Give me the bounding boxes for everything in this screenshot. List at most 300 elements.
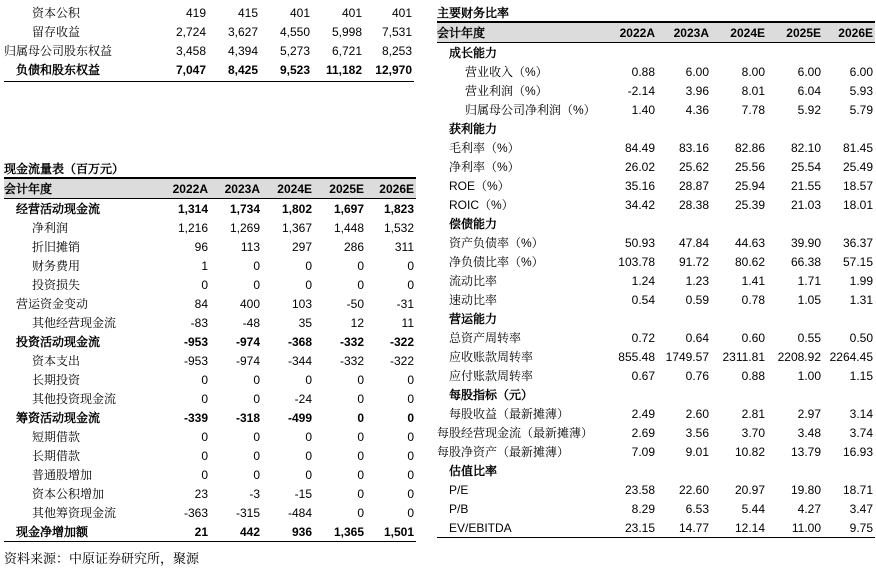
- cell-value: 26.02: [624, 159, 655, 174]
- top-left-bottom-rule: [4, 81, 414, 82]
- cell-value: 0: [357, 486, 364, 501]
- table-row: [4, 313, 416, 332]
- cell-value: 12.14: [711, 518, 767, 538]
- cell-value: 3.47: [849, 501, 873, 516]
- table-row: [437, 271, 875, 290]
- cell-value: [711, 461, 767, 480]
- cell-value: 21.03: [790, 197, 821, 212]
- table-row: [4, 237, 416, 256]
- ratios-title: 主要财务比率: [437, 6, 510, 20]
- cell-value: 0: [357, 448, 364, 463]
- cell-value: 82.86: [734, 140, 765, 155]
- cell-value: 11.00: [767, 518, 823, 538]
- cell-value: 1,697: [333, 201, 364, 216]
- row-label: 长期投资: [32, 373, 81, 387]
- cell-value: 2.81: [741, 406, 765, 421]
- cell-value: 1,734: [229, 201, 260, 216]
- cell-value: [711, 43, 767, 63]
- table-row: [437, 176, 875, 195]
- cell-value: 1,823: [383, 201, 414, 216]
- cell-value: 0: [407, 277, 414, 292]
- cell-value: 35: [298, 315, 312, 330]
- cell-value: 0.67: [631, 368, 655, 383]
- row-label: 经营活动现金流: [16, 202, 101, 216]
- cell-value: 50.93: [624, 235, 655, 250]
- cell-value: 103: [291, 296, 312, 311]
- cell-value: 21.55: [790, 178, 821, 193]
- cell-value: 44.63: [734, 235, 765, 250]
- row-label: 其他投资现金流: [32, 392, 117, 406]
- cell-value: -31: [396, 296, 414, 311]
- cell-value: 9.75: [823, 518, 875, 538]
- table-row: [437, 423, 875, 442]
- cell-value: -322: [389, 334, 414, 349]
- cell-value: 36.37: [842, 235, 873, 250]
- cell-value: 1: [201, 258, 208, 273]
- cell-value: 8,425: [227, 62, 258, 77]
- cell-value: -318: [235, 410, 260, 425]
- cell-value: -315: [235, 505, 260, 520]
- cell-value: 25.56: [734, 159, 765, 174]
- cell-value: 0: [201, 467, 208, 482]
- cell-value: 91.72: [678, 254, 709, 269]
- cell-value: [767, 119, 823, 138]
- cell-value: -344: [287, 353, 312, 368]
- table-row: [4, 332, 416, 351]
- table-row: [437, 195, 875, 214]
- row-label: 每股净资产（最新摊薄）: [437, 445, 570, 459]
- table-header-row: [4, 179, 416, 199]
- section-label: 估值比率: [449, 464, 498, 478]
- cell-value: 3.14: [849, 406, 873, 421]
- table-row: [437, 100, 875, 119]
- cell-value: -2.14: [627, 83, 655, 98]
- cell-value: -953: [183, 353, 208, 368]
- balance-sheet-tail-table: [4, 3, 414, 79]
- cell-value: -974: [235, 334, 260, 349]
- cell-value: 25.94: [734, 178, 765, 193]
- cell-value: 400: [239, 296, 260, 311]
- row-label: 普通股增加: [32, 468, 93, 482]
- table-row: [4, 370, 416, 389]
- cell-value: 113: [240, 239, 260, 254]
- table-row: [437, 252, 875, 271]
- table-row: [437, 81, 875, 100]
- cell-value: -24: [294, 391, 312, 406]
- cell-value: 0.72: [631, 330, 655, 345]
- row-label: 现金净增加额: [4, 522, 160, 542]
- cell-value: 0: [407, 467, 414, 482]
- table-row: [437, 290, 875, 309]
- row-label: EV/EBITDA: [437, 518, 603, 538]
- cell-value: 3.48: [797, 425, 821, 440]
- row-label: 投资损失: [32, 278, 81, 292]
- cell-value: 83.16: [678, 140, 709, 155]
- row-label: 其他经营现金流: [32, 316, 117, 330]
- cell-value: [711, 214, 767, 233]
- cell-value: 11: [401, 315, 414, 330]
- section-label: 每股指标（元）: [449, 388, 534, 402]
- cell-value: 1,501: [366, 522, 416, 542]
- cell-value: 2311.81: [722, 349, 765, 364]
- cell-value: 1,367: [281, 220, 312, 235]
- cell-value: [603, 461, 657, 480]
- row-label: 财务费用: [32, 259, 81, 273]
- cashflow-title: 现金流量表（百万元）: [4, 162, 125, 176]
- section-label: 偿债能力: [449, 217, 498, 231]
- row-label: 负债和股东权益: [16, 63, 101, 77]
- cell-value: 19.80: [790, 482, 821, 497]
- cell-value: 1,802: [281, 201, 312, 216]
- table-row: [4, 389, 416, 408]
- header-label: 会计年度: [437, 23, 603, 43]
- cell-value: -363: [183, 505, 208, 520]
- cell-value: [767, 309, 823, 328]
- cell-value: 0: [253, 448, 260, 463]
- cell-value: 66.38: [790, 254, 821, 269]
- cell-value: 1,448: [333, 220, 364, 235]
- cell-value: 2.97: [797, 406, 821, 421]
- cell-value: 2208.92: [777, 349, 821, 364]
- row-label: 留存收益: [32, 25, 81, 39]
- cell-value: [603, 214, 657, 233]
- cell-value: 297: [291, 239, 312, 254]
- cell-value: 7.09: [631, 444, 655, 459]
- cashflow-table: [4, 179, 416, 542]
- cell-value: 8.29: [631, 501, 655, 516]
- cell-value: 0.59: [685, 292, 709, 307]
- row-label: 归属母公司净利润（%）: [465, 103, 596, 117]
- cell-value: 0: [407, 258, 414, 273]
- cell-value: 12,970: [375, 62, 412, 77]
- table-row: [4, 446, 416, 465]
- cell-value: 20.97: [734, 482, 765, 497]
- cell-value: 5.92: [797, 102, 821, 117]
- cell-value: 57.15: [842, 254, 873, 269]
- header-year: 2023A: [210, 179, 262, 199]
- header-year: 2023A: [657, 23, 711, 43]
- section-row: [437, 214, 875, 233]
- row-label: 应付账款周转率: [449, 369, 534, 383]
- source-note: 资料来源：中原证券研究所，聚源: [4, 551, 200, 566]
- row-label: 短期借款: [32, 430, 81, 444]
- table-row: [437, 518, 875, 538]
- cell-value: [657, 309, 711, 328]
- row-label: 每股经营现金流（最新摊薄）: [437, 426, 594, 440]
- table-row: [4, 41, 414, 60]
- row-label: ROE（%）: [449, 179, 510, 193]
- cell-value: -499: [287, 410, 312, 425]
- cell-value: 2264.45: [829, 349, 873, 364]
- cell-value: 8.00: [741, 64, 765, 79]
- header-year: 2025E: [314, 179, 366, 199]
- row-label: 净利润: [32, 221, 69, 235]
- section-label: 成长能力: [449, 46, 498, 60]
- cell-value: 936: [262, 522, 314, 542]
- cell-value: 401: [341, 5, 362, 20]
- cell-value: 442: [210, 522, 262, 542]
- table-row: [4, 503, 416, 522]
- cell-value: 4,550: [279, 24, 310, 39]
- table-row: [4, 522, 416, 542]
- cell-value: 11,182: [325, 62, 362, 77]
- cell-value: 401: [391, 5, 412, 20]
- cell-value: [657, 461, 711, 480]
- cell-value: 4.36: [685, 102, 709, 117]
- cell-value: 401: [289, 5, 310, 20]
- table-row: [437, 62, 875, 81]
- cell-value: 0.76: [685, 368, 709, 383]
- cell-value: 2.49: [631, 406, 655, 421]
- header-year: 2026E: [366, 179, 416, 199]
- cell-value: [711, 385, 767, 404]
- cell-value: 25.49: [842, 159, 873, 174]
- section-row: [437, 119, 875, 138]
- cell-value: 82.10: [790, 140, 821, 155]
- cell-value: 0: [357, 410, 364, 425]
- cell-value: -15: [294, 486, 312, 501]
- cell-value: 0: [201, 448, 208, 463]
- cell-value: 35.16: [624, 178, 655, 193]
- cell-value: 0: [407, 429, 414, 444]
- row-label: P/B: [449, 501, 469, 516]
- cell-value: 103.78: [618, 254, 655, 269]
- cell-value: 4,394: [227, 43, 258, 58]
- cell-value: 7.78: [741, 102, 765, 117]
- cell-value: 5.44: [741, 501, 765, 516]
- cell-value: 6.00: [685, 64, 709, 79]
- cell-value: -50: [346, 296, 364, 311]
- cell-value: 25.39: [734, 197, 765, 212]
- cell-value: 10.82: [734, 444, 765, 459]
- cell-value: 0: [201, 429, 208, 444]
- row-label: 毛利率（%）: [449, 141, 520, 155]
- table-row: [437, 499, 875, 518]
- cell-value: 0: [357, 505, 364, 520]
- cell-value: 28.38: [678, 197, 709, 212]
- cell-value: 0: [305, 448, 312, 463]
- table-row: [437, 233, 875, 252]
- cell-value: 0: [305, 467, 312, 482]
- cell-value: 1.40: [631, 102, 655, 117]
- row-label: 流动比率: [449, 274, 498, 288]
- cell-value: 0: [407, 372, 414, 387]
- cell-value: 8,253: [381, 43, 412, 58]
- header-year: 2022A: [160, 179, 210, 199]
- cell-value: [603, 43, 657, 63]
- table-row: [4, 22, 414, 41]
- row-label: 长期借款: [32, 449, 81, 463]
- cell-value: 1.71: [797, 273, 821, 288]
- row-label: P/E: [449, 482, 469, 497]
- cell-value: 0: [357, 467, 364, 482]
- cashflow-body: [4, 179, 416, 542]
- header-year: 2024E: [711, 23, 767, 43]
- cell-value: 21: [160, 522, 210, 542]
- table-row: [4, 408, 416, 427]
- cell-value: 3,458: [175, 43, 206, 58]
- cell-value: 18.71: [842, 482, 873, 497]
- cell-value: 1.41: [741, 273, 765, 288]
- table-row: [4, 275, 416, 294]
- row-label: 归属母公司股东权益: [4, 44, 113, 58]
- table-row: [4, 199, 416, 219]
- row-label: 每股收益（最新摊薄）: [449, 407, 570, 421]
- row-label: 资本公积: [32, 6, 81, 20]
- section-row: [437, 385, 875, 404]
- cell-value: 6.04: [797, 83, 821, 98]
- cell-value: 0: [305, 258, 312, 273]
- cell-value: 0.88: [631, 64, 655, 79]
- cell-value: [767, 461, 823, 480]
- cell-value: 47.84: [678, 235, 709, 250]
- cell-value: 1,269: [229, 220, 260, 235]
- table-row: [437, 138, 875, 157]
- cell-value: 0: [201, 372, 208, 387]
- cell-value: [767, 385, 823, 404]
- cell-value: 0: [407, 448, 414, 463]
- cell-value: -83: [190, 315, 208, 330]
- cell-value: 0: [253, 391, 260, 406]
- row-label: 投资活动现金流: [16, 335, 101, 349]
- section-row: [437, 43, 875, 63]
- ratios-body: [437, 23, 875, 538]
- table-row: [437, 347, 875, 366]
- row-label: 净利率（%）: [449, 160, 520, 174]
- cell-value: 0.54: [631, 292, 655, 307]
- row-label: 营运资金变动: [16, 297, 89, 311]
- cell-value: 2.69: [631, 425, 655, 440]
- cell-value: 0: [407, 505, 414, 520]
- cell-value: 0: [357, 258, 364, 273]
- cell-value: 0: [201, 277, 208, 292]
- row-label: 筹资活动现金流: [16, 411, 101, 425]
- cell-value: 0.50: [849, 330, 873, 345]
- row-label: 资本公积增加: [32, 487, 105, 501]
- cell-value: 1.05: [797, 292, 821, 307]
- cell-value: 855.48: [618, 349, 655, 364]
- cell-value: -974: [235, 353, 260, 368]
- ratios-table: [437, 23, 875, 538]
- row-label: 总资产周转率: [449, 331, 522, 345]
- cell-value: 0: [407, 486, 414, 501]
- cell-value: 0: [253, 467, 260, 482]
- cell-value: 9.01: [685, 444, 709, 459]
- row-label: 净负债比率（%）: [449, 255, 544, 269]
- cell-value: 6.53: [685, 501, 709, 516]
- cell-value: 3.70: [741, 425, 765, 440]
- header-year: 2022A: [603, 23, 657, 43]
- cell-value: 28.87: [678, 178, 709, 193]
- cell-value: 3.56: [685, 425, 709, 440]
- header-year: 2026E: [823, 23, 875, 43]
- cell-value: 1.23: [685, 273, 709, 288]
- cell-value: [603, 385, 657, 404]
- row-label: 其他筹资现金流: [32, 506, 117, 520]
- cell-value: 1,365: [314, 522, 366, 542]
- section-label: 营运能力: [449, 312, 498, 326]
- row-label: 速动比率: [449, 293, 498, 307]
- cell-value: 311: [394, 239, 414, 254]
- cell-value: [823, 309, 875, 328]
- cell-value: [767, 43, 823, 63]
- table-row: [4, 3, 414, 22]
- cell-value: -332: [339, 353, 364, 368]
- cell-value: 80.62: [734, 254, 765, 269]
- header-year: 2025E: [767, 23, 823, 43]
- cell-value: -484: [287, 505, 312, 520]
- row-label: 应收账款周转率: [449, 350, 534, 364]
- cell-value: [823, 461, 875, 480]
- cell-value: [603, 309, 657, 328]
- cell-value: 0: [253, 429, 260, 444]
- cell-value: [657, 43, 711, 63]
- cell-value: 5.79: [849, 102, 873, 117]
- table-row: [4, 427, 416, 446]
- cell-value: [823, 43, 875, 63]
- cell-value: 0.60: [741, 330, 765, 345]
- cell-value: 84.49: [624, 140, 655, 155]
- table-row: [4, 218, 416, 237]
- cell-value: 1.15: [849, 368, 873, 383]
- cell-value: 6.00: [797, 64, 821, 79]
- table-row: [4, 465, 416, 484]
- cell-value: 0: [253, 258, 260, 273]
- section-row: [437, 461, 875, 480]
- row-label: 营业利润（%）: [465, 84, 548, 98]
- cell-value: -368: [287, 334, 312, 349]
- cell-value: 0: [357, 391, 364, 406]
- cell-value: 84: [194, 296, 208, 311]
- cell-value: 5.93: [849, 83, 873, 98]
- cell-value: 12: [350, 315, 364, 330]
- row-label: 资产负债率（%）: [449, 236, 544, 250]
- table-row: [4, 484, 416, 503]
- cell-value: 0.88: [741, 368, 765, 383]
- cell-value: -48: [242, 315, 260, 330]
- table-row: [437, 328, 875, 347]
- cell-value: 18.57: [842, 178, 873, 193]
- cell-value: 96: [194, 239, 208, 254]
- cell-value: 13.79: [790, 444, 821, 459]
- cell-value: -332: [339, 334, 364, 349]
- table-row: [437, 366, 875, 385]
- cell-value: 1749.57: [665, 349, 709, 364]
- cell-value: [657, 385, 711, 404]
- cell-value: 16.93: [842, 444, 873, 459]
- table-header-row: [437, 23, 875, 43]
- row-label: 折旧摊销: [32, 240, 81, 254]
- cell-value: 8.01: [741, 83, 765, 98]
- cell-value: 419: [185, 5, 206, 20]
- row-label: ROIC（%）: [449, 198, 514, 212]
- cell-value: 0.55: [797, 330, 821, 345]
- row-label: 营业收入（%）: [465, 65, 548, 79]
- cell-value: 0: [253, 372, 260, 387]
- cell-value: [711, 119, 767, 138]
- cell-value: 6,721: [331, 43, 362, 58]
- cell-value: 3,627: [227, 24, 258, 39]
- cell-value: 25.54: [790, 159, 821, 174]
- section-label: 获利能力: [449, 122, 498, 136]
- cell-value: [767, 214, 823, 233]
- cell-value: -339: [183, 410, 208, 425]
- cell-value: [657, 214, 711, 233]
- balance-sheet-tail-body: [4, 3, 414, 79]
- section-row: [437, 309, 875, 328]
- cell-value: 0: [357, 429, 364, 444]
- table-row: [4, 294, 416, 313]
